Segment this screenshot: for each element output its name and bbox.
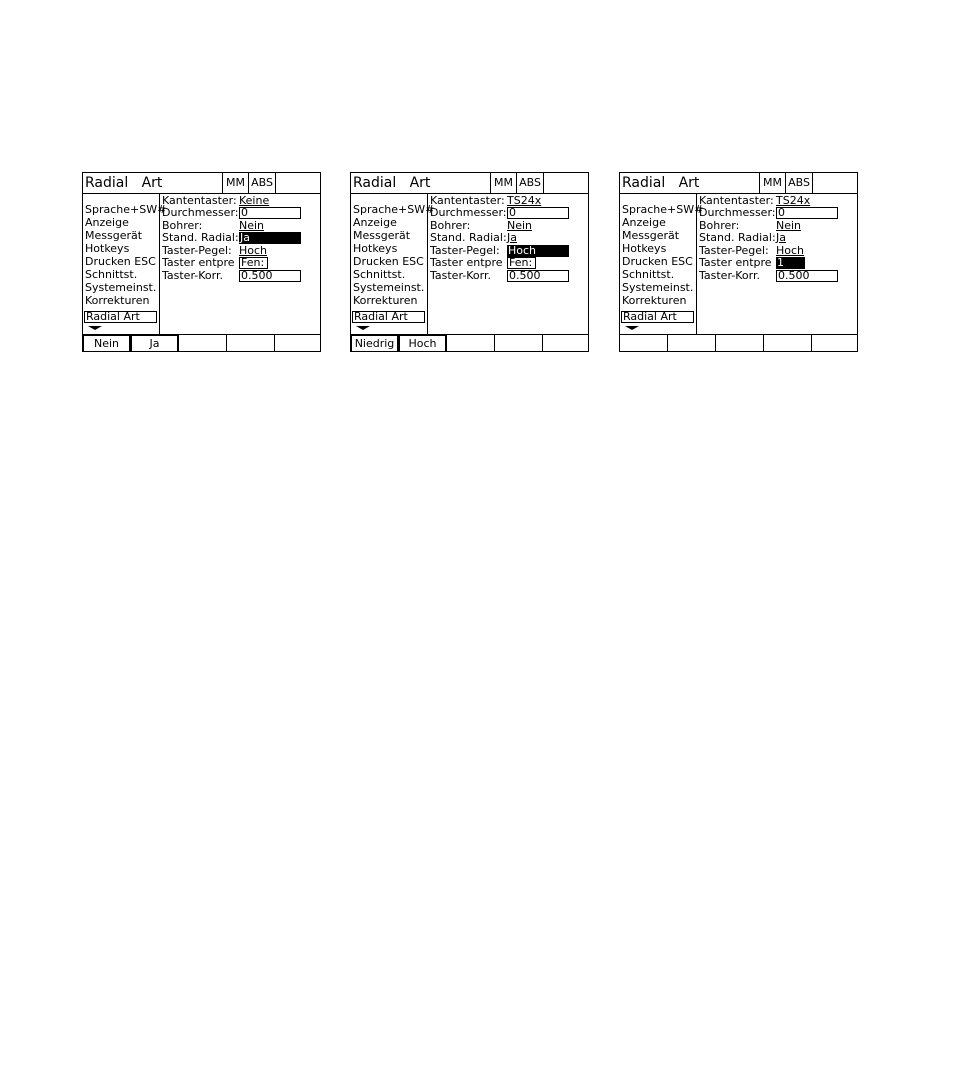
menu-item-messgeraet[interactable]: Messgerät bbox=[622, 229, 680, 242]
menu-item-sprache[interactable]: Sprache+SW# bbox=[622, 203, 704, 216]
menu-item-korrekturen[interactable]: Korrekturen bbox=[85, 294, 150, 307]
menu-item-hotkeys[interactable]: Hotkeys bbox=[85, 242, 130, 255]
menu-item-radial-art[interactable]: Radial Art bbox=[352, 311, 425, 323]
taster-korr-field[interactable]: 0.500 bbox=[776, 270, 838, 282]
softkey-2[interactable]: Hoch bbox=[399, 335, 447, 352]
menu-item-anzeige[interactable]: Anzeige bbox=[353, 216, 397, 229]
mode-badge: ABS bbox=[516, 173, 544, 193]
menu-item-systemeinst[interactable]: Systemeinst. bbox=[85, 281, 157, 294]
taster-korr-field[interactable]: 0.500 bbox=[507, 270, 569, 282]
stand-radial-value[interactable]: Ja bbox=[776, 231, 786, 244]
stand-radial-label: Stand. Radial: bbox=[430, 231, 507, 244]
taster-korr-label: Taster-Korr. bbox=[699, 269, 760, 282]
unit-badge: MM bbox=[222, 173, 248, 193]
durchmesser-field[interactable]: 0 bbox=[776, 207, 838, 219]
menu-item-anzeige[interactable]: Anzeige bbox=[622, 216, 666, 229]
menu-item-schnittst[interactable]: Schnittst. bbox=[622, 268, 675, 281]
taster-entprellen-label: Taster entpre bbox=[430, 256, 503, 269]
softkey-bar bbox=[83, 334, 320, 351]
screen-title: Radial Art bbox=[85, 175, 163, 191]
menu-item-drucken[interactable]: Drucken ESC bbox=[85, 255, 156, 268]
softkey-1[interactable]: Niedrig bbox=[351, 335, 399, 352]
bohrer-value[interactable]: Nein bbox=[776, 219, 802, 232]
menu-item-hotkeys[interactable]: Hotkeys bbox=[622, 242, 667, 255]
stand-radial-label: Stand. Radial: bbox=[162, 231, 239, 244]
parameter-panel bbox=[697, 194, 857, 334]
menu-item-radial-art[interactable]: Radial Art bbox=[621, 311, 694, 323]
bohrer-value[interactable]: Nein bbox=[239, 219, 265, 232]
durchmesser-field[interactable]: 0 bbox=[239, 207, 301, 219]
parameter-panel bbox=[160, 194, 320, 334]
dro-screen-3 bbox=[619, 172, 858, 352]
softkey-5[interactable] bbox=[543, 335, 591, 352]
setup-menu bbox=[620, 194, 704, 334]
menu-item-messgeraet[interactable]: Messgerät bbox=[85, 229, 143, 242]
dro-screen-1 bbox=[82, 172, 321, 352]
durchmesser-label: Durchmesser: bbox=[430, 206, 507, 219]
kantentaster-label: Kantentaster: bbox=[699, 194, 774, 207]
softkey-4[interactable] bbox=[227, 335, 275, 352]
softkey-bar bbox=[620, 334, 857, 351]
screen-title: Radial Art bbox=[622, 175, 700, 191]
menu-item-schnittst[interactable]: Schnittst. bbox=[353, 268, 406, 281]
durchmesser-label: Durchmesser: bbox=[699, 206, 776, 219]
taster-korr-field[interactable]: 0.500 bbox=[239, 270, 301, 282]
parameter-panel bbox=[428, 194, 588, 334]
bohrer-label: Bohrer: bbox=[430, 219, 471, 232]
softkey-3[interactable] bbox=[716, 335, 764, 352]
menu-item-korrekturen[interactable]: Korrekturen bbox=[353, 294, 418, 307]
scroll-down-icon[interactable] bbox=[356, 326, 370, 330]
dro-screen-2 bbox=[350, 172, 589, 352]
durchmesser-label: Durchmesser: bbox=[162, 206, 239, 219]
kantentaster-label: Kantentaster: bbox=[162, 194, 237, 207]
menu-item-korrekturen[interactable]: Korrekturen bbox=[622, 294, 687, 307]
taster-pegel-label: Taster-Pegel: bbox=[162, 244, 232, 257]
stand-radial-value[interactable]: Ja bbox=[239, 232, 301, 244]
menu-item-sprache[interactable]: Sprache+SW# bbox=[353, 203, 435, 216]
softkey-4[interactable] bbox=[495, 335, 543, 352]
taster-entprellen-label: Taster entpre bbox=[162, 256, 235, 269]
softkey-2[interactable] bbox=[668, 335, 716, 352]
stand-radial-label: Stand. Radial: bbox=[699, 231, 776, 244]
softkey-5[interactable] bbox=[275, 335, 323, 352]
scroll-down-icon[interactable] bbox=[88, 326, 102, 330]
taster-pegel-label: Taster-Pegel: bbox=[699, 244, 769, 257]
softkey-1[interactable] bbox=[620, 335, 668, 352]
menu-item-anzeige[interactable]: Anzeige bbox=[85, 216, 129, 229]
menu-item-drucken[interactable]: Drucken ESC bbox=[622, 255, 693, 268]
title-bar bbox=[620, 173, 857, 194]
taster-entprellen-field[interactable]: Fen: bbox=[239, 257, 268, 269]
scroll-down-icon[interactable] bbox=[625, 326, 639, 330]
softkey-1[interactable]: Nein bbox=[83, 335, 131, 352]
softkey-bar bbox=[351, 334, 588, 351]
softkey-4[interactable] bbox=[764, 335, 812, 352]
setup-menu bbox=[83, 194, 167, 334]
softkey-3[interactable] bbox=[447, 335, 495, 352]
taster-korr-label: Taster-Korr. bbox=[430, 269, 491, 282]
kantentaster-value[interactable]: TS24x bbox=[507, 194, 542, 207]
softkey-3[interactable] bbox=[179, 335, 227, 352]
taster-korr-label: Taster-Korr. bbox=[162, 269, 223, 282]
softkey-5[interactable] bbox=[812, 335, 860, 352]
title-bar bbox=[83, 173, 320, 194]
screen-title: Radial Art bbox=[353, 175, 431, 191]
menu-item-radial-art[interactable]: Radial Art bbox=[84, 311, 157, 323]
unit-badge: MM bbox=[759, 173, 785, 193]
taster-entprellen-label: Taster entpre bbox=[699, 256, 772, 269]
bohrer-label: Bohrer: bbox=[162, 219, 203, 232]
menu-item-sprache[interactable]: Sprache+SW# bbox=[85, 203, 167, 216]
title-bar bbox=[351, 173, 588, 194]
bohrer-label: Bohrer: bbox=[699, 219, 740, 232]
stand-radial-value[interactable]: Ja bbox=[507, 231, 517, 244]
kantentaster-value[interactable]: TS24x bbox=[776, 194, 811, 207]
unit-badge: MM bbox=[490, 173, 516, 193]
menu-item-hotkeys[interactable]: Hotkeys bbox=[353, 242, 398, 255]
taster-pegel-value[interactable]: Hoch bbox=[507, 245, 569, 257]
taster-entprellen-field[interactable]: 1 bbox=[776, 257, 805, 269]
kantentaster-label: Kantentaster: bbox=[430, 194, 505, 207]
taster-entprellen-field[interactable]: Fen: bbox=[507, 257, 536, 269]
taster-pegel-label: Taster-Pegel: bbox=[430, 244, 500, 257]
softkey-2[interactable]: Ja bbox=[131, 335, 179, 352]
bohrer-value[interactable]: Nein bbox=[507, 219, 533, 232]
durchmesser-field[interactable]: 0 bbox=[507, 207, 569, 219]
mode-badge: ABS bbox=[785, 173, 813, 193]
kantentaster-value[interactable]: Keine bbox=[239, 194, 270, 207]
setup-menu bbox=[351, 194, 435, 334]
taster-pegel-value[interactable]: Hoch bbox=[776, 244, 805, 257]
menu-item-schnittst[interactable]: Schnittst. bbox=[85, 268, 138, 281]
menu-item-systemeinst[interactable]: Systemeinst. bbox=[353, 281, 425, 294]
menu-item-systemeinst[interactable]: Systemeinst. bbox=[622, 281, 694, 294]
menu-item-drucken[interactable]: Drucken ESC bbox=[353, 255, 424, 268]
taster-pegel-value[interactable]: Hoch bbox=[239, 244, 268, 257]
menu-item-messgeraet[interactable]: Messgerät bbox=[353, 229, 411, 242]
mode-badge: ABS bbox=[248, 173, 276, 193]
